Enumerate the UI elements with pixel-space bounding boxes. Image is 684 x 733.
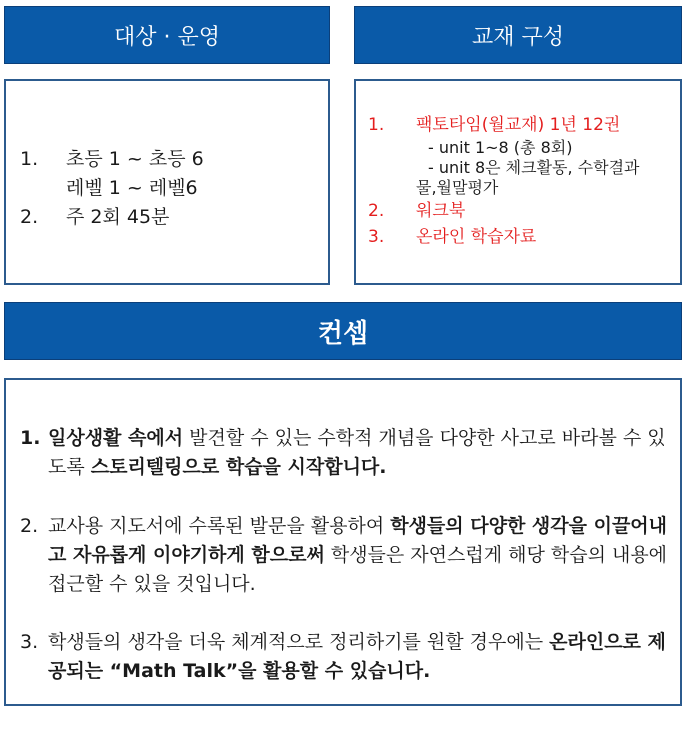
material-composition-title: 교재 구성 [471, 24, 564, 50]
target-list [20, 145, 204, 232]
target-operation-box [4, 79, 330, 285]
list-number: 1. [20, 148, 39, 170]
concept-box [4, 378, 682, 706]
concept-header [4, 302, 682, 360]
list-item [368, 224, 640, 250]
concept-title: 컨셉 [317, 318, 369, 349]
concept-item-text [48, 512, 670, 599]
monthly-book-text: 팩토타임(월교재) 1년 12권 [416, 115, 621, 135]
material-composition-header [354, 6, 682, 64]
emphasis-text: 온라인으로 제공되는 “Math Talk”을 활용할 수 있습니다. [48, 631, 666, 682]
list-number: 1. [20, 427, 41, 449]
plain-text: 교사용 지도서에 수록된 발문을 활용하여 [48, 515, 391, 537]
plain-text: 발견할 수 있는 수학적 개념을 다양한 사고로 바라볼 수 있도록 [48, 427, 666, 478]
list-item [20, 145, 204, 203]
target-operation-header [4, 6, 330, 64]
list-item [368, 198, 640, 224]
workbook-text: 워크북 [416, 201, 466, 221]
list-number: 1. [368, 115, 385, 135]
plain-text: 학생들의 생각을 더욱 체계적으로 정리하기를 원할 경우에는 [48, 631, 550, 653]
concept-item [20, 512, 670, 599]
list-number: 2. [368, 201, 385, 221]
emphasis-text: 일상생활 속에서 [48, 427, 184, 449]
list-number: 2. [20, 515, 39, 537]
emphasis-text: 스토리텔링으로 학습을 시작합니다. [90, 456, 387, 478]
concept-item [20, 424, 670, 482]
list-item [20, 203, 204, 232]
material-list [368, 112, 640, 250]
online-material-text: 온라인 학습자료 [416, 227, 537, 247]
list-number: 2. [20, 206, 39, 228]
concept-item [20, 628, 670, 686]
concept-item-text [48, 424, 670, 482]
emphasis-text: 학생들의 다양한 생각을 이끌어내고 자유롭게 이야기하게 함으로써 [48, 515, 668, 566]
unit-range-text: - unit 1~8 (총 8회) [428, 138, 573, 157]
schedule-text: 주 2회 45분 [66, 206, 170, 228]
level-range-text: 레벨 1 ~ 레벨6 [66, 177, 198, 199]
unit-eight-text: - unit 8은 체크활동, 수학결과 [428, 158, 640, 177]
list-number: 3. [368, 227, 385, 247]
unit-eight-text-cont: 물,월말평가 [416, 178, 499, 197]
material-composition-box [354, 79, 682, 285]
target-operation-title: 대상 · 운영 [114, 24, 220, 50]
plain-text: 학생들은 자연스럽게 해당 학습의 내용에 접근할 수 있을 것입니다. [48, 544, 668, 595]
list-item [368, 112, 640, 138]
grade-range-text: 초등 1 ~ 초등 6 [66, 148, 204, 170]
concept-item-text [48, 628, 670, 686]
list-number: 3. [20, 631, 39, 653]
